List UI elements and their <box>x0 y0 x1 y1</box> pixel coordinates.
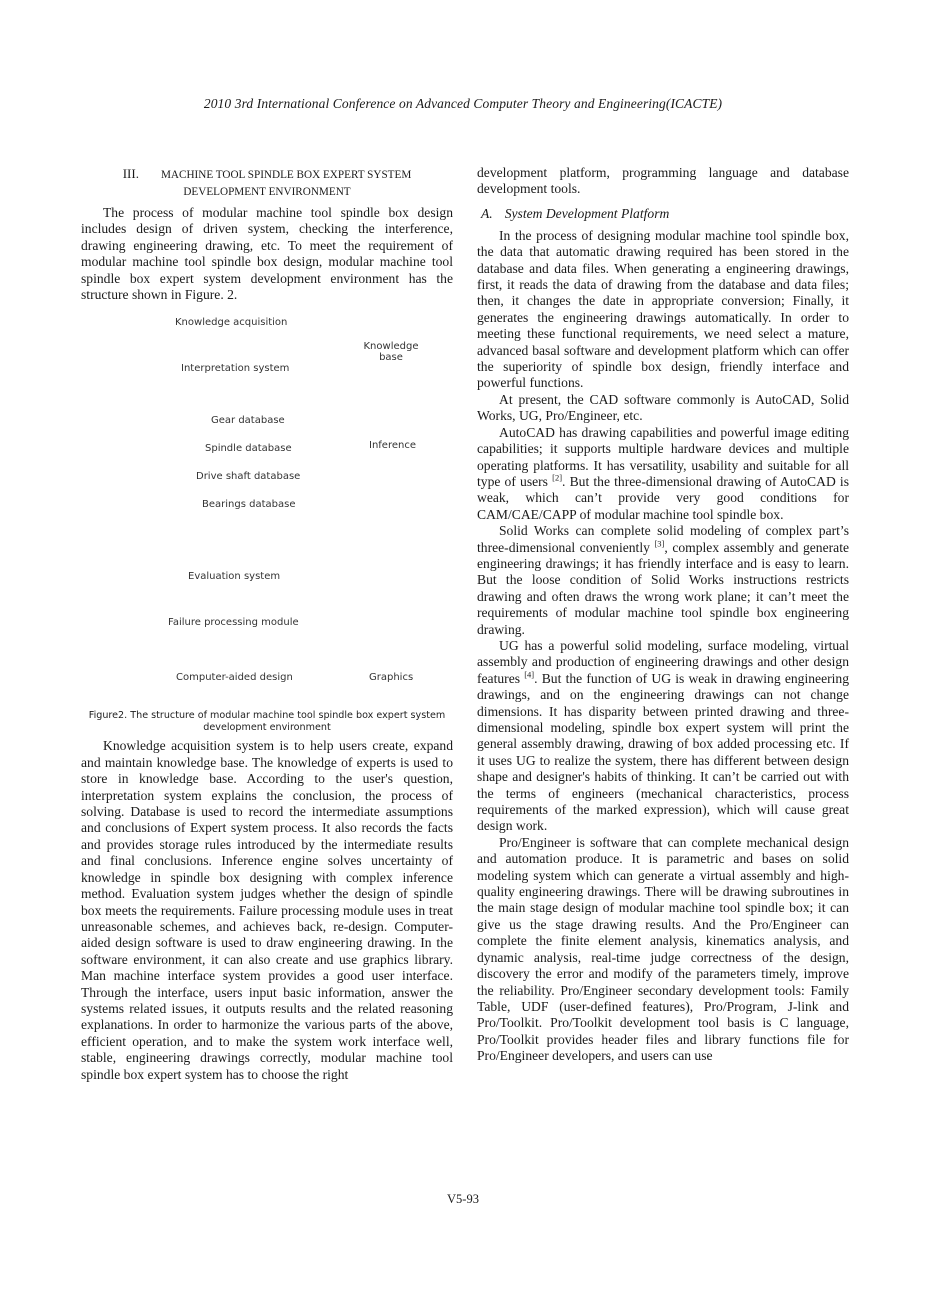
running-header: 2010 3rd International Conference on Advanced Computer Theory and Engineering(ICACTE) <box>203 96 723 111</box>
page-number: V5-93 <box>447 1192 479 1206</box>
paragraph: Knowledge acquisition system is to help users create, expand and maintain knowledge base. The knowledge of experts is used to store in knowledge base. According to the user's question, interpretation system explains the conclusion, the process of solving. Database is used to record the intermediate assumptions and conclusions of Expert system process. It also records the facts and provides storage rules introduced by the intermediate results and final conclusions. Inference engine solves uncertainty of knowledge in spindle box designing with complex inference method. Evaluation system judges whether the design of spindle box meets the requirements. Failure processing module uses in treat unreasonable schemes, and achieves back, re-design. Computer-aided design software is used to draw engineering drawing. In the software environment, it can also create and use graphics library. Man machine interface system provides a good user interface. Through the interface, users input basic information, answer the systems related issues, it outputs results and the related reasoning explanations. In order to harmonize the various parts of the above, efficient operation, and to make the system work interface well, stable, engineering drawings correctly, modular machine tool spindle box expert system has to choose the right <box>81 738 453 1082</box>
fig-label-interpretation-system: Interpretation system <box>181 363 290 375</box>
fig-label-spindle-database: Spindle database <box>205 443 292 455</box>
paragraph: Pro/Engineer is software that can complete mechanical design and automation produce. It is parametric and bases on solid modeling system which can generate a virtual assembly and high-quality engineering drawings. There will be drawing subroutines in the main stage design of modular machine tool spindle box; it can give us the stage drawing results. And the Pro/Engineer can complete the finite element analysis, kinematics analysis, and dynamic analysis, real-time judge correctness of the design, discovery the error and modify of the parameters timely, improve the reliability. Pro/Engineer secondary development tools: Family Table, UDF (user-defined features), Pro/Program, J-link and Pro/Toolkit. Pro/Toolkit development tool basis is C language, Pro/Toolkit provides header files and library functions file for Pro/Engineer developers, and users can use <box>477 834 849 1064</box>
fig-label-knowledge-acquisition: Knowledge acquisition <box>175 317 288 329</box>
fig-label-evaluation-system: Evaluation system <box>188 571 281 583</box>
fig-label-computer-aided-design: Computer-aided design <box>176 672 293 684</box>
fig-label-drive-shaft-database: Drive shaft database <box>196 471 301 483</box>
fig-label-knowledge-base: Knowledge base <box>363 341 419 364</box>
paragraph: development platform, programming language and database development tools. <box>477 165 849 197</box>
figure-caption: Figure2. The structure of modular machine tool spindle box expert system development environment <box>88 710 446 734</box>
right-column <box>477 165 849 1065</box>
subsection-heading: A. System Development Platform <box>481 205 670 221</box>
fig-label-failure-processing-module: Failure processing module <box>168 617 299 629</box>
citation-2: [2] <box>552 472 563 483</box>
section-title-line2: DEVELOPMENT ENVIRONMENT <box>183 186 351 198</box>
paragraph: In the process of designing modular machine tool spindle box, the data that automatic drawing required has been stored in the database and data files. When generating a engineering drawings, first, it reads the data of drawing from the database and data files; then, it changes the date in appropriate conversion; Finally, it generates the engineering drawings automatically. In order to meeting these functional requirements, we need select a mature, advanced basal software and development platform which can offer the superiority of spindle box design, friendly interface and powerful functions. <box>477 227 849 391</box>
paragraph: The process of modular machine tool spindle box design includes design of driven system, checking the interference, drawing engineering drawing, etc. To meet the requirement of modular machine tool spindle box design, modular machine tool spindle box expert system development environment has the structure shown in Figure. 2. <box>81 205 453 303</box>
paragraph: At present, the CAD software commonly is AutoCAD, Solid Works, UG, Pro/Engineer, etc. <box>477 391 849 424</box>
paragraph: UG has a powerful solid modeling, surface modeling, virtual assembly and production of engineering drawings and other design features [4]. But the function of UG is weak in drawing engineering drawings, and on the engineering drawings can not change dimensions. It has disparity between printed drawing and three-dimensional modeling, spindle box expert system will print the general assembly drawing, drawing of box added processing etc. If it uses UG to realize the system, there has different between design shape and designer's habits of thinking. It can’t be carried out with the terms of engineers (mechanical characteristics, process requirements of the marked expression), which will cause great design work. <box>477 637 850 834</box>
fig-label-inference: Inference <box>369 440 416 452</box>
figure-2 <box>81 315 453 710</box>
paragraph: AutoCAD has drawing capabilities and powerful image editing capabilities; it supports multiple hardware devices and multiple operating platforms. It has versatility, usability and suitable for all type of users [2]. But the three-dimensional drawing of AutoCAD is weak, which can’t provide very good conditions for CAM/CAE/CAPP of modular machine tool spindle box. <box>477 424 849 522</box>
citation-4: [4] <box>524 669 535 680</box>
fig-label-graphics: Graphics <box>369 672 414 684</box>
paragraph: Solid Works can complete solid modeling of complex part’s three-dimensional conveniently [3], complex assembly and generate engineering drawings; it has friendly interface and is easy to learn. But the loose condition of Solid Works instructions restricts drawing and often draws the wrong work plane; it can’t meet the requirements of modular machine tool spindle box engineering drawing. <box>477 523 849 637</box>
citation-3: [3] <box>654 538 665 548</box>
section-number: III. <box>122 166 139 181</box>
fig-label-gear-database: Gear database <box>211 415 285 427</box>
left-column <box>81 165 453 1083</box>
fig-label-bearings-database: Bearings database <box>202 499 296 511</box>
section-title-line1: MACHINE TOOL SPINDLE BOX EXPERT SYSTEM <box>160 169 412 181</box>
section-heading <box>81 165 453 201</box>
